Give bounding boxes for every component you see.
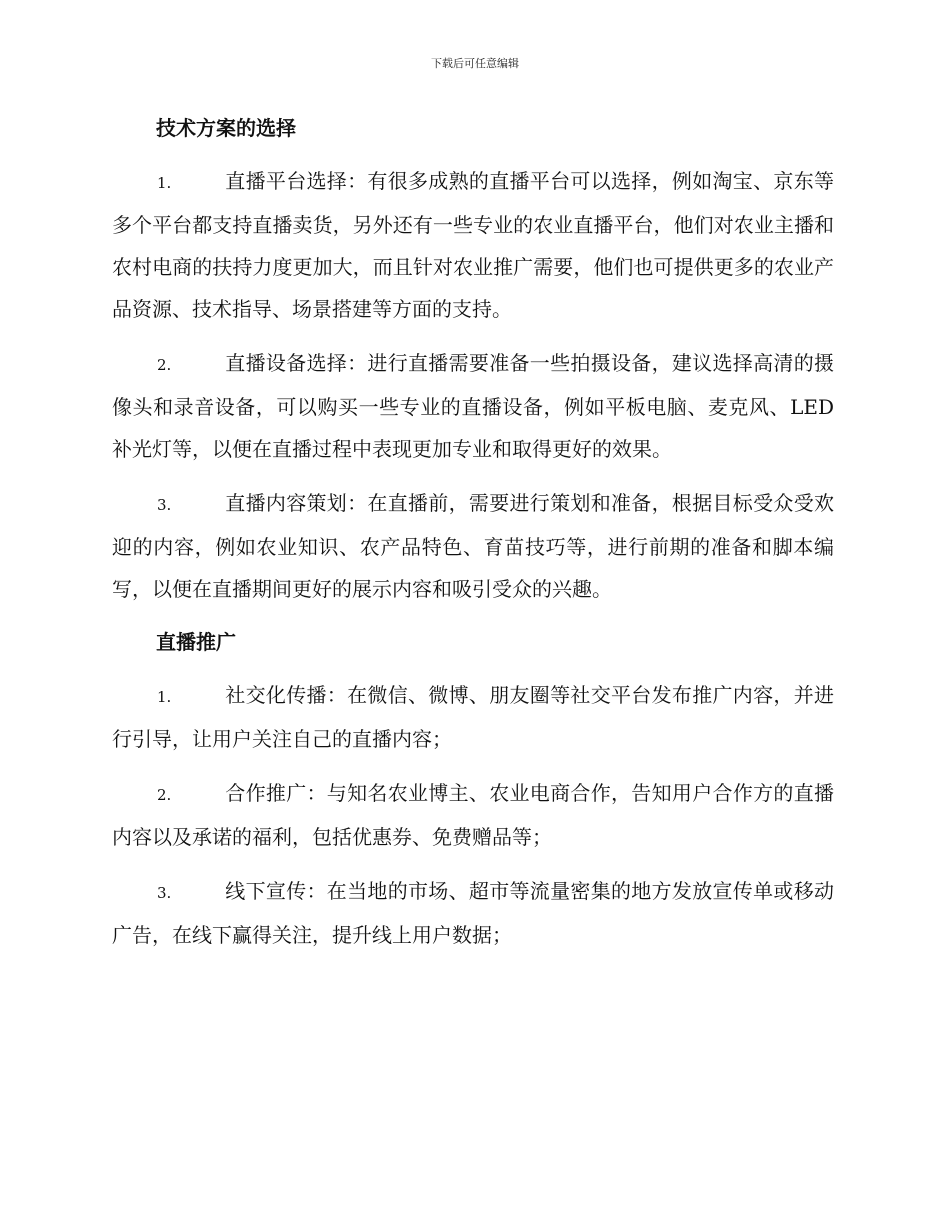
- list-item-number: 3.: [157, 884, 172, 902]
- list-item: [112, 342, 834, 470]
- section-heading: 技术方案的选择: [156, 116, 296, 140]
- list-item: [112, 772, 834, 858]
- list-item-number: 3.: [157, 496, 172, 514]
- section-heading: 直播推广: [156, 630, 236, 654]
- list-item: [112, 160, 834, 330]
- list-item-number: 2.: [157, 356, 172, 374]
- list-item-text: 直播设备选择：进行直播需要准备一些拍摄设备，建议选择高清的摄像头和录音设备，可以购买一些专业的直播设备，例如平板电脑、麦克风、LED 补光灯等，以便在直播过程中表现更加专业和取得更好的效果。: [112, 351, 834, 461]
- list-item-number: 2.: [157, 786, 172, 804]
- list-item-text: 直播内容策划：在直播前，需要进行策划和准备，根据目标受众受欢迎的内容，例如农业知识、农产品特色、育苗技巧等，进行前期的准备和脚本编写，以便在直播期间更好的展示内容和吸引受众的兴趣。: [112, 491, 834, 601]
- list-item: [112, 674, 834, 760]
- list-item: [112, 482, 834, 610]
- header-note: 下载后可任意编辑: [431, 57, 519, 70]
- list-item-text: 合作推广：与知名农业博主、农业电商合作，告知用户合作方的直播内容以及承诺的福利，包括优惠券、免费赠品等；: [112, 781, 834, 849]
- list-item-text: 社交化传播：在微信、微博、朋友圈等社交平台发布推广内容，并进行引导，让用户关注自己的直播内容；: [112, 683, 834, 751]
- list-item-text: 直播平台选择：有很多成熟的直播平台可以选择，例如淘宝、京东等多个平台都支持直播卖货，另外还有一些专业的农业直播平台，他们对农业主播和农村电商的扶持力度更加大，而且针对农业推广需要，他们也可提供更多的农业产品资源、技术指导、场景搭建等方面的支持。: [112, 169, 834, 321]
- list-item: [112, 870, 834, 956]
- list-item-number: 1.: [157, 174, 172, 192]
- document-body: [112, 108, 834, 968]
- list-item-number: 1.: [157, 688, 172, 706]
- list-item-text: 线下宣传：在当地的市场、超市等流量密集的地方发放宣传单或移动广告，在线下赢得关注，提升线上用户数据；: [112, 879, 834, 947]
